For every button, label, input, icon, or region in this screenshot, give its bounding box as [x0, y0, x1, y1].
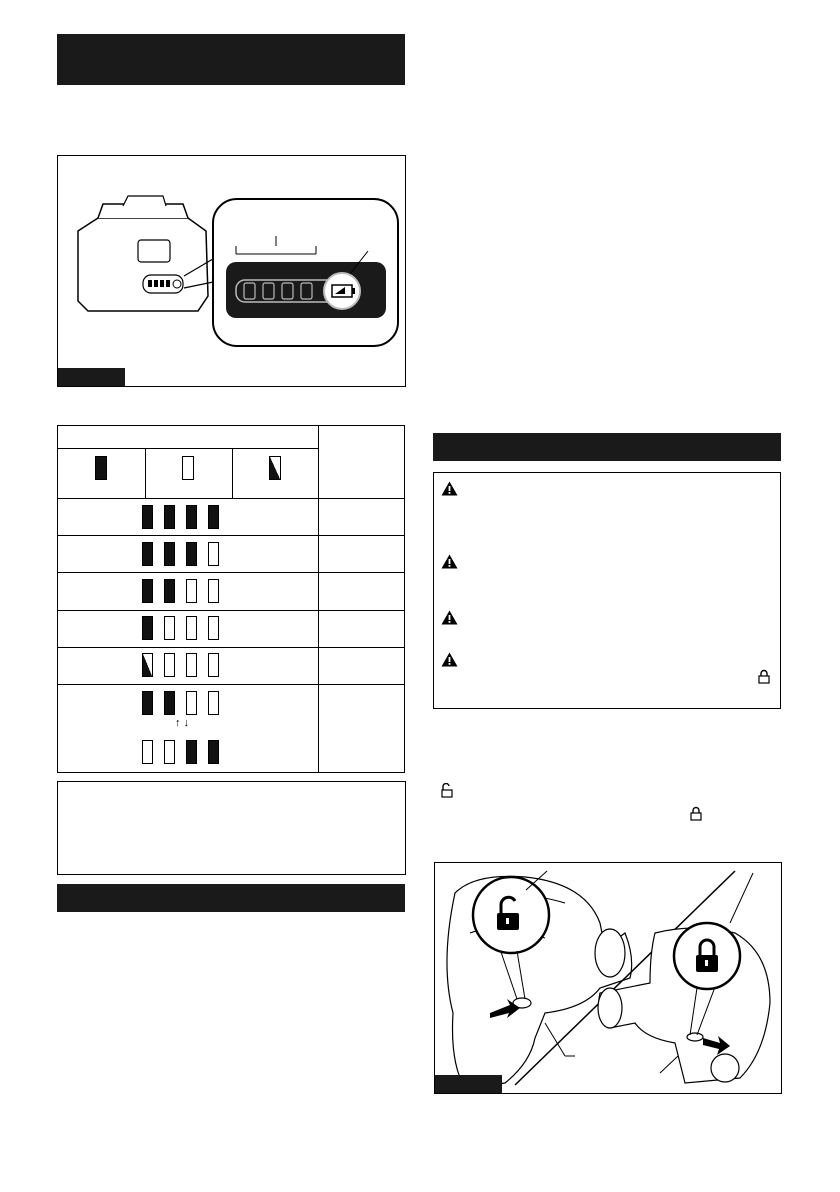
figure-battery-indicator: [57, 155, 406, 387]
section-title-bar: [57, 34, 405, 85]
indicator-row-4: [142, 505, 252, 529]
lamp-blinking-symbol: [269, 456, 281, 480]
indicator-row-blink: [142, 653, 252, 677]
figure-label: [58, 368, 125, 386]
section-title-bar: [433, 433, 781, 461]
battery-indicator-table: [57, 425, 405, 773]
lock-open-icon: [440, 783, 453, 798]
alternating-arrows: ↑ ↓: [175, 717, 190, 729]
lock-closed-icon: [758, 669, 770, 684]
lock-closed-icon: [690, 806, 702, 821]
indicator-row-2: [142, 579, 252, 603]
lamp-on-symbol: [95, 456, 107, 480]
warning-box: [433, 472, 781, 709]
warning-icon: [441, 554, 458, 569]
indicator-row-alt-a: [142, 691, 252, 715]
warning-icon: [441, 610, 458, 625]
lamp-off-symbol: [182, 456, 194, 480]
indicator-row-1: [142, 616, 252, 640]
warning-icon: [441, 481, 458, 496]
figure-label: [435, 1075, 502, 1093]
warning-icon: [441, 652, 458, 667]
indicator-row-alt-b: [142, 740, 252, 764]
indicator-row-3: [142, 542, 252, 566]
figure-lock-switch: [434, 862, 782, 1094]
note-box: [57, 781, 406, 875]
charger-illustration: [58, 156, 405, 386]
tool-illustration: [435, 863, 781, 1093]
section-title-bar: [57, 884, 405, 912]
